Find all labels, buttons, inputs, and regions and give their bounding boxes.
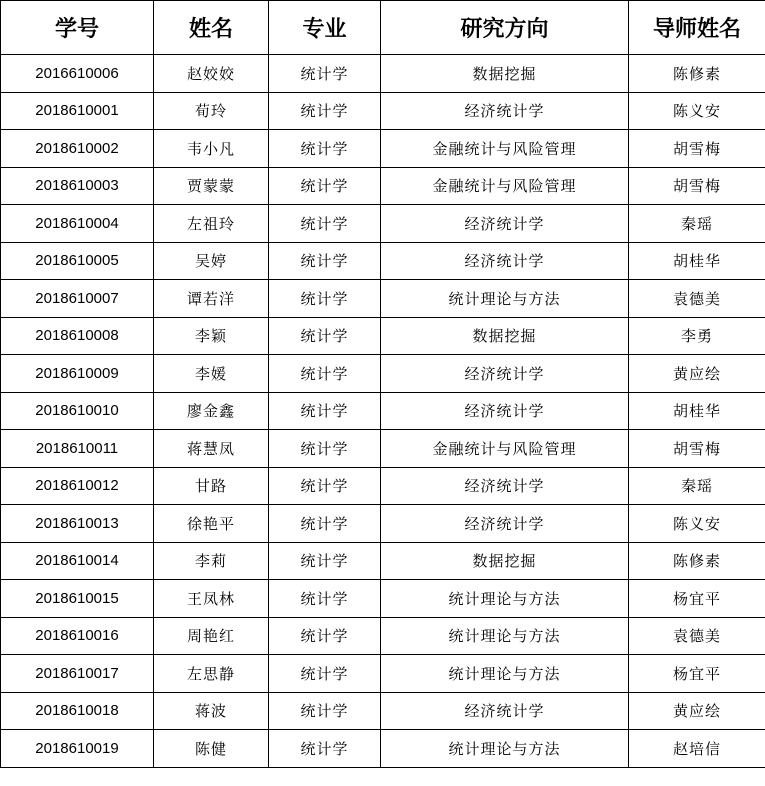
table-row <box>1 617 765 655</box>
advisor-name-cell: 秦瑶 <box>629 205 765 243</box>
table-row <box>1 242 765 280</box>
student-id-cell: 2018610009 <box>1 355 154 393</box>
major-cell: 统计学 <box>269 430 381 468</box>
research-direction-cell: 金融统计与风险管理 <box>381 130 629 168</box>
major-cell: 统计学 <box>269 317 381 355</box>
student-id-cell: 2018610017 <box>1 655 154 693</box>
student-id-cell: 2018610002 <box>1 130 154 168</box>
student-id-cell: 2018610004 <box>1 205 154 243</box>
table-row <box>1 730 765 768</box>
table-row <box>1 430 765 468</box>
advisor-name-cell: 袁德美 <box>629 617 765 655</box>
name-cell: 蒋波 <box>154 692 269 730</box>
research-direction-cell: 数据挖掘 <box>381 55 629 93</box>
name-cell: 周艳红 <box>154 617 269 655</box>
table-row <box>1 355 765 393</box>
name-cell: 蒋慧凤 <box>154 430 269 468</box>
table-row <box>1 317 765 355</box>
name-cell: 陈健 <box>154 730 269 768</box>
major-cell: 统计学 <box>269 392 381 430</box>
advisor-name-cell: 袁德美 <box>629 280 765 318</box>
advisor-name-cell: 李勇 <box>629 317 765 355</box>
advisor-name-cell: 黄应绘 <box>629 355 765 393</box>
table-row <box>1 542 765 580</box>
advisor-name-cell: 赵培信 <box>629 730 765 768</box>
major-cell: 统计学 <box>269 355 381 393</box>
advisor-name-cell: 陈修素 <box>629 55 765 93</box>
table-row <box>1 692 765 730</box>
name-cell: 左祖玲 <box>154 205 269 243</box>
research-direction-cell: 金融统计与风险管理 <box>381 167 629 205</box>
research-direction-cell: 经济统计学 <box>381 392 629 430</box>
name-cell: 徐艳平 <box>154 505 269 543</box>
major-cell: 统计学 <box>269 505 381 543</box>
research-direction-cell: 经济统计学 <box>381 692 629 730</box>
research-direction-cell: 数据挖掘 <box>381 317 629 355</box>
table-row <box>1 167 765 205</box>
research-direction-cell: 统计理论与方法 <box>381 280 629 318</box>
advisor-name-cell: 胡雪梅 <box>629 430 765 468</box>
advisor-name-cell: 杨宜平 <box>629 580 765 618</box>
student-id-cell: 2018610011 <box>1 430 154 468</box>
header-name: 姓名 <box>154 1 269 55</box>
student-id-cell: 2018610015 <box>1 580 154 618</box>
major-cell: 统计学 <box>269 130 381 168</box>
student-id-cell: 2018610016 <box>1 617 154 655</box>
student-id-cell: 2018610019 <box>1 730 154 768</box>
major-cell: 统计学 <box>269 655 381 693</box>
student-id-cell: 2018610010 <box>1 392 154 430</box>
name-cell: 李媛 <box>154 355 269 393</box>
advisor-name-cell: 秦瑶 <box>629 467 765 505</box>
advisor-name-cell: 胡桂华 <box>629 242 765 280</box>
research-direction-cell: 统计理论与方法 <box>381 730 629 768</box>
major-cell: 统计学 <box>269 205 381 243</box>
major-cell: 统计学 <box>269 542 381 580</box>
research-direction-cell: 经济统计学 <box>381 92 629 130</box>
research-direction-cell: 经济统计学 <box>381 355 629 393</box>
student-id-cell: 2018610018 <box>1 692 154 730</box>
research-direction-cell: 统计理论与方法 <box>381 617 629 655</box>
table-row <box>1 280 765 318</box>
advisor-name-cell: 陈修素 <box>629 542 765 580</box>
table-row <box>1 467 765 505</box>
header-row <box>1 1 765 55</box>
research-direction-cell: 统计理论与方法 <box>381 655 629 693</box>
header-major: 专业 <box>269 1 381 55</box>
table-body <box>1 55 765 768</box>
student-id-cell: 2018610005 <box>1 242 154 280</box>
name-cell: 李颖 <box>154 317 269 355</box>
research-direction-cell: 金融统计与风险管理 <box>381 430 629 468</box>
name-cell: 李莉 <box>154 542 269 580</box>
major-cell: 统计学 <box>269 280 381 318</box>
major-cell: 统计学 <box>269 730 381 768</box>
major-cell: 统计学 <box>269 242 381 280</box>
name-cell: 王凤林 <box>154 580 269 618</box>
advisor-name-cell: 胡雪梅 <box>629 130 765 168</box>
research-direction-cell: 统计理论与方法 <box>381 580 629 618</box>
name-cell: 左思静 <box>154 655 269 693</box>
header-advisor-name: 导师姓名 <box>629 1 765 55</box>
student-id-cell: 2018610003 <box>1 167 154 205</box>
major-cell: 统计学 <box>269 467 381 505</box>
major-cell: 统计学 <box>269 617 381 655</box>
research-direction-cell: 经济统计学 <box>381 505 629 543</box>
name-cell: 廖金鑫 <box>154 392 269 430</box>
table-row <box>1 392 765 430</box>
major-cell: 统计学 <box>269 580 381 618</box>
student-id-cell: 2016610006 <box>1 55 154 93</box>
header-research-direction: 研究方向 <box>381 1 629 55</box>
advisor-name-cell: 胡桂华 <box>629 392 765 430</box>
name-cell: 荀玲 <box>154 92 269 130</box>
table-row <box>1 655 765 693</box>
student-id-cell: 2018610014 <box>1 542 154 580</box>
advisor-name-cell: 杨宜平 <box>629 655 765 693</box>
table-row <box>1 205 765 243</box>
advisor-name-cell: 陈义安 <box>629 92 765 130</box>
table-row <box>1 55 765 93</box>
advisor-name-cell: 黄应绘 <box>629 692 765 730</box>
student-id-cell: 2018610007 <box>1 280 154 318</box>
header-student-id: 学号 <box>1 1 154 55</box>
advisor-name-cell: 陈义安 <box>629 505 765 543</box>
table-row <box>1 505 765 543</box>
major-cell: 统计学 <box>269 55 381 93</box>
name-cell: 赵姣姣 <box>154 55 269 93</box>
table-row <box>1 130 765 168</box>
table-row <box>1 92 765 130</box>
advisor-name-cell: 胡雪梅 <box>629 167 765 205</box>
student-id-cell: 2018610013 <box>1 505 154 543</box>
research-direction-cell: 经济统计学 <box>381 242 629 280</box>
name-cell: 谭若洋 <box>154 280 269 318</box>
research-direction-cell: 经济统计学 <box>381 205 629 243</box>
student-id-cell: 2018610012 <box>1 467 154 505</box>
major-cell: 统计学 <box>269 167 381 205</box>
major-cell: 统计学 <box>269 692 381 730</box>
name-cell: 贾蒙蒙 <box>154 167 269 205</box>
research-direction-cell: 经济统计学 <box>381 467 629 505</box>
name-cell: 韦小凡 <box>154 130 269 168</box>
name-cell: 甘路 <box>154 467 269 505</box>
name-cell: 吴婷 <box>154 242 269 280</box>
student-id-cell: 2018610008 <box>1 317 154 355</box>
student-id-cell: 2018610001 <box>1 92 154 130</box>
research-direction-cell: 数据挖掘 <box>381 542 629 580</box>
table-row <box>1 580 765 618</box>
major-cell: 统计学 <box>269 92 381 130</box>
